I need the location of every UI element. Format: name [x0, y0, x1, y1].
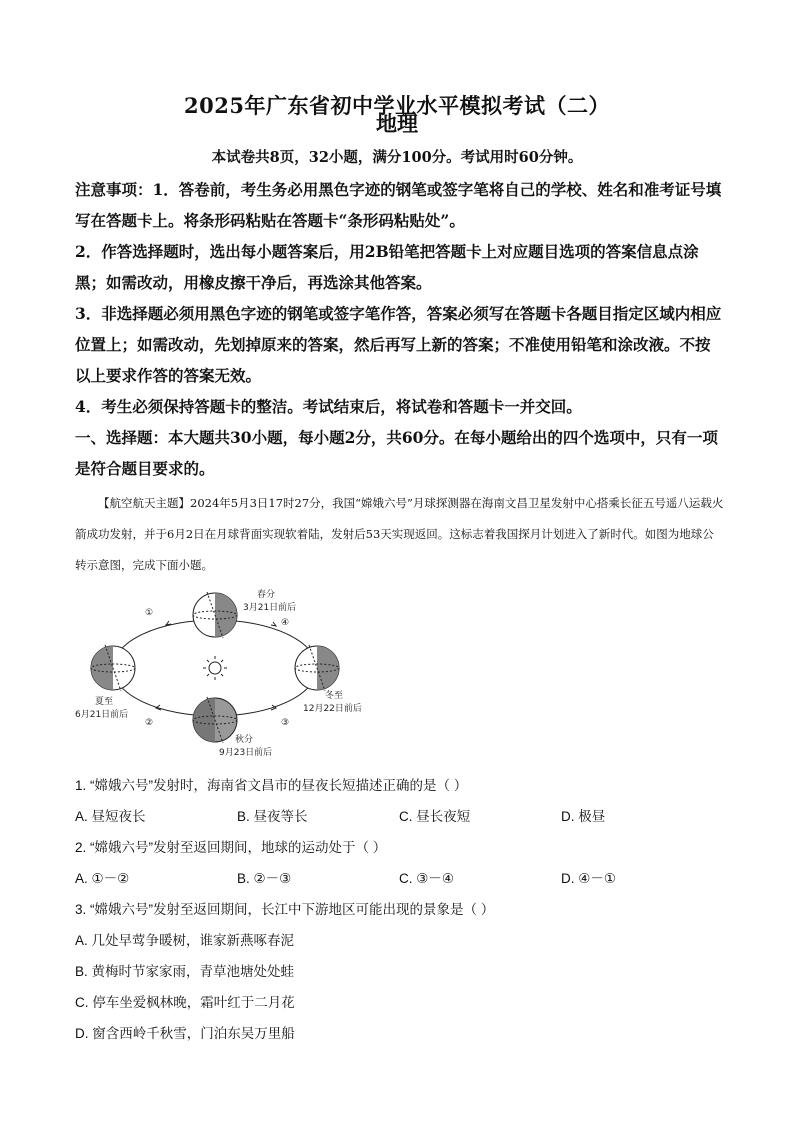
label-autumn-date: 9月23日前后: [219, 748, 273, 758]
marker-4: ④: [281, 618, 290, 628]
earth-autumn-icon: [193, 697, 237, 743]
marker-1: ①: [145, 608, 154, 618]
note-1: 注意事项：1．答卷前，考生务必用黑色字迹的钢笔或签字笔将自己的学校、姓名和准考证号填写在答题卡上。将条形码粘贴在答题卡“条形码粘贴处”。: [75, 180, 722, 230]
option-1b[interactable]: B. 昼夜等长: [237, 809, 308, 824]
orbit-arrow-icon: [156, 705, 161, 710]
question-list: [75, 770, 735, 1049]
exam-title: 2025年广东省初中学业水平模拟考试（二）: [184, 93, 610, 118]
option-3b[interactable]: B. 黄梅时节家家雨，青草池塘处处蛙: [75, 964, 295, 979]
option-1c[interactable]: C. 昼长夜短: [399, 809, 471, 824]
label-summer: 夏至: [95, 697, 114, 707]
earth-summer-icon: [91, 645, 135, 691]
question-1-options: [75, 801, 735, 832]
question-2-options: [75, 863, 735, 894]
question-3-stem: 3. “嫦娥六号”发射至返回期间，长江中下游地区可能出现的景象是（ ）: [75, 902, 495, 917]
note-2: 2．作答选择题时，选出每小题答案后，用2B铅笔把答题卡上对应题目选项的答案信息点涂黑；如需改动，用橡皮擦干净后，再选涂其他答案。: [75, 242, 699, 292]
option-3c[interactable]: C. 停车坐爱枫林晚，霜叶红于二月花: [75, 995, 295, 1010]
passage-text: 【航空航天主题】2024年5月3日17时27分，我国“嫦娥六号”月球探测器在海南文昌卫星发射中心搭乘长征五号遥八运载火箭成功发射，并于6月2日在月球背面实现软着陆，发射后53天实现返回。这标志着我国探月计划进入了新时代。如图为地球公转示意图，完成下面小题。: [75, 496, 724, 572]
marker-3: ③: [281, 718, 290, 728]
marker-2: ②: [145, 718, 154, 728]
exam-subject: 地理: [376, 111, 418, 136]
note-3: 3．非选择题必须用黑色字迹的钢笔或签字笔作答，答案必须写在答题卡各题目指定区域内相应位置上；如需改动，先划掉原来的答案，然后再写上新的答案；不准使用铅笔和涂改液。不按以上要求作答的答案无效。: [75, 304, 722, 385]
option-1a[interactable]: A. 昼短夜长: [75, 809, 146, 824]
label-spring: 春分: [257, 590, 276, 600]
question-1-stem: 1. “嫦娥六号”发射时，海南省文昌市的昼夜长短描述正确的是（ ）: [75, 778, 468, 793]
notes-block: [75, 174, 725, 484]
option-3a[interactable]: A. 几处早莺争暖树，谁家新燕啄春泥: [75, 933, 295, 948]
passage: [75, 488, 725, 581]
label-winter-date: 12月22日前后: [303, 704, 362, 714]
option-3d[interactable]: D. 窗含西岭千秋雪，门泊东吴万里船: [75, 1026, 295, 1041]
label-autumn: 秋分: [235, 735, 254, 745]
option-2b[interactable]: B. ②－③: [237, 871, 292, 886]
exam-subtitle: 本试卷共8页，32小题，满分100分。考试用时60分钟。: [211, 149, 583, 166]
question-2-stem: 2. “嫦娥六号”发射至返回期间，地球的运动处于（ ）: [75, 840, 387, 855]
option-2c[interactable]: C. ③－④: [399, 871, 454, 886]
earth-orbit-diagram: [75, 580, 375, 760]
earth-spring-icon: [193, 592, 237, 638]
section-heading: 一、选择题：本大题共30小题，每小题2分，共60分。在每小题给出的四个选项中，只有一项是符合题目要求的。: [75, 428, 718, 478]
option-1d[interactable]: D. 极昼: [561, 809, 606, 824]
option-2d[interactable]: D. ④－①: [561, 871, 616, 886]
sun-icon: [203, 656, 227, 680]
orbit-arrow-icon: [166, 621, 171, 625]
earth-winter-icon: [295, 645, 339, 691]
option-2a[interactable]: A. ①－②: [75, 871, 130, 886]
orbit-arrow-icon: [271, 622, 276, 626]
label-spring-date: 3月21日前后: [243, 603, 297, 613]
label-summer-date: 6月21日前后: [75, 710, 129, 720]
note-4: 4．考生必须保持答题卡的整洁。考试结束后，将试卷和答题卡一并交回。: [75, 397, 582, 416]
label-winter: 冬至: [325, 691, 344, 701]
orbit-svg: [75, 580, 375, 760]
